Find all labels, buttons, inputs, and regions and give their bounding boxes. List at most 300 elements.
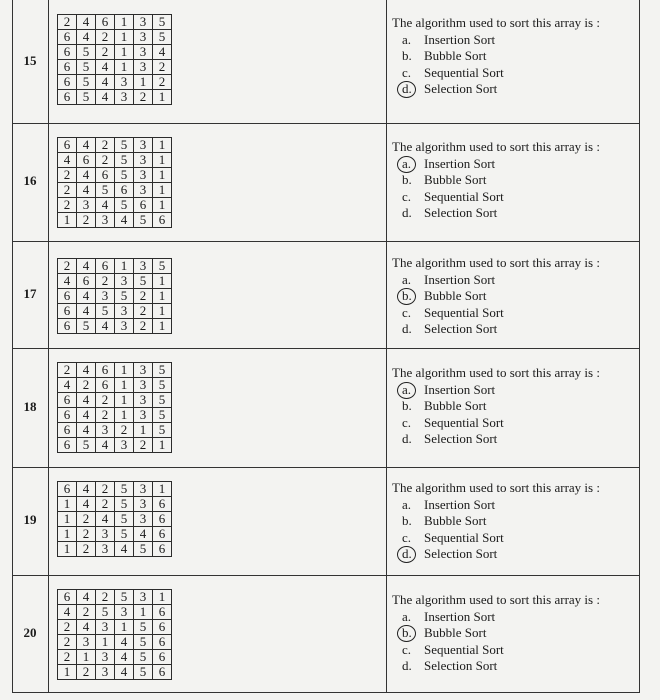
option-letter-text: a. (402, 155, 412, 171)
array-cell: 4 (153, 45, 172, 60)
array-cell: 5 (153, 259, 172, 274)
option-letter (402, 48, 424, 65)
option-letter-text: d. (402, 546, 412, 561)
array-cell: 6 (58, 90, 77, 105)
question-number: 18 (23, 398, 37, 414)
row-divider (12, 467, 640, 468)
selected-answer-circle-icon (397, 546, 416, 563)
array-cell: 1 (115, 259, 134, 274)
array-cell: 2 (58, 363, 77, 378)
option-text: Bubble Sort (424, 172, 487, 187)
option-letter-text: a. (402, 381, 412, 397)
array-cell: 1 (134, 423, 153, 438)
array-cell: 4 (96, 512, 115, 527)
question-prompt: The algorithm used to sort this array is : (392, 365, 600, 380)
array-cell: 2 (77, 605, 96, 620)
array-cell: 3 (77, 635, 96, 650)
array-cell: 5 (96, 605, 115, 620)
array-cell: 5 (153, 15, 172, 30)
option-letter (402, 530, 424, 547)
array-cell: 2 (58, 15, 77, 30)
array-cell: 5 (153, 363, 172, 378)
array-cell: 4 (77, 408, 96, 423)
array-cell: 3 (134, 138, 153, 153)
option-letter (402, 513, 424, 530)
array-cell: 6 (58, 590, 77, 605)
array-cell: 2 (77, 665, 96, 680)
array-grid-row (58, 183, 172, 198)
array-cell: 1 (115, 30, 134, 45)
option-letter-text: b. (402, 398, 412, 413)
option-letter-text: b. (402, 288, 412, 303)
option-letter (402, 305, 424, 322)
answer-column-divider (386, 0, 387, 693)
array-cell: 6 (58, 45, 77, 60)
option-letter-text: c. (402, 188, 412, 204)
array-cell: 5 (134, 542, 153, 557)
option-letter (402, 415, 424, 432)
array-cell: 6 (58, 304, 77, 319)
array-cell: 4 (96, 319, 115, 334)
option-letter-text: c. (402, 414, 412, 430)
array-grid-row (58, 512, 172, 527)
question-block (392, 592, 600, 675)
array-cell: 1 (58, 665, 77, 680)
array-grid (57, 589, 172, 680)
question-number: 16 (23, 173, 37, 188)
array-cell: 5 (115, 482, 134, 497)
question-block (392, 255, 600, 338)
array-cell: 5 (134, 213, 153, 228)
array-grid-row (58, 423, 172, 438)
answer-option[interactable] (392, 513, 600, 530)
array-cell: 6 (134, 198, 153, 213)
array-cell: 4 (77, 590, 96, 605)
array-cell: 2 (77, 527, 96, 542)
array-cell: 6 (153, 665, 172, 680)
option-text: Insertion Sort (424, 381, 496, 397)
row-divider (12, 123, 640, 124)
answer-option[interactable] (392, 189, 600, 206)
array-grid-row (58, 75, 172, 90)
option-text: Bubble Sort (424, 288, 487, 303)
array-cell: 2 (58, 198, 77, 213)
array-cell: 1 (58, 512, 77, 527)
array-cell: 5 (153, 30, 172, 45)
option-letter (402, 382, 424, 399)
array-cell: 6 (58, 319, 77, 334)
array-cell: 2 (58, 635, 77, 650)
array-grid-row (58, 497, 172, 512)
array-grid-row (58, 605, 172, 620)
option-letter-text: a. (402, 608, 412, 624)
option-letter-text: b. (402, 513, 412, 528)
array-cell: 5 (134, 274, 153, 289)
number-column-divider (48, 0, 49, 693)
array-grid-row (58, 259, 172, 274)
array-cell: 1 (153, 482, 172, 497)
array-cell: 1 (115, 15, 134, 30)
answer-option[interactable] (392, 205, 600, 222)
array-cell: 5 (134, 620, 153, 635)
option-text: Insertion Sort (424, 271, 496, 287)
array-cell: 3 (115, 319, 134, 334)
option-text: Sequential Sort (424, 64, 504, 80)
option-text: Sequential Sort (424, 414, 504, 430)
answer-option[interactable] (392, 272, 600, 289)
option-letter-text: b. (402, 625, 412, 640)
array-cell: 5 (153, 408, 172, 423)
array-cell: 3 (134, 482, 153, 497)
array-cell: 2 (58, 620, 77, 635)
array-grid-row (58, 438, 172, 453)
array-cell: 2 (58, 259, 77, 274)
array-cell: 3 (115, 304, 134, 319)
array-cell: 5 (115, 289, 134, 304)
array-cell: 2 (77, 542, 96, 557)
array-cell: 1 (153, 590, 172, 605)
array-cell: 6 (96, 378, 115, 393)
array-grid-row (58, 542, 172, 557)
option-letter-text: b. (402, 48, 412, 63)
array-cell: 4 (58, 605, 77, 620)
array-grid-row (58, 527, 172, 542)
array-cell: 1 (115, 45, 134, 60)
array-cell: 4 (77, 482, 96, 497)
option-letter-text: c. (402, 304, 412, 320)
array-cell: 4 (77, 183, 96, 198)
option-letter (402, 658, 424, 675)
array-cell: 6 (77, 274, 96, 289)
array-grid-row (58, 363, 172, 378)
array-cell: 1 (96, 635, 115, 650)
array-cell: 4 (134, 527, 153, 542)
row-divider (12, 348, 640, 349)
question-block (392, 480, 600, 563)
option-letter (402, 65, 424, 82)
array-cell: 2 (77, 512, 96, 527)
option-letter-text: a. (402, 31, 412, 47)
array-cell: 2 (96, 274, 115, 289)
array-cell: 4 (58, 378, 77, 393)
array-cell: 4 (77, 497, 96, 512)
array-cell: 6 (153, 620, 172, 635)
option-text: Selection Sort (424, 321, 498, 336)
array-cell: 6 (115, 183, 134, 198)
array-cell: 6 (153, 213, 172, 228)
array-grid-row (58, 635, 172, 650)
option-letter (402, 32, 424, 49)
array-cell: 1 (153, 183, 172, 198)
array-cell: 2 (58, 650, 77, 665)
answer-option[interactable] (392, 156, 600, 173)
question-block (392, 365, 600, 448)
array-cell: 5 (134, 665, 153, 680)
array-cell: 6 (58, 423, 77, 438)
answer-option[interactable] (392, 625, 600, 642)
array-cell: 6 (58, 482, 77, 497)
array-cell: 2 (115, 423, 134, 438)
array-cell: 1 (58, 213, 77, 228)
option-letter-text: a. (402, 271, 412, 287)
array-cell: 3 (134, 60, 153, 75)
array-cell: 4 (77, 138, 96, 153)
option-text: Insertion Sort (424, 608, 496, 624)
question-prompt: The algorithm used to sort this array is : (392, 139, 600, 154)
array-grid-row (58, 378, 172, 393)
array-cell: 5 (77, 90, 96, 105)
array-grid-row (58, 168, 172, 183)
answer-option[interactable] (392, 32, 600, 49)
array-cell: 2 (96, 482, 115, 497)
answer-option[interactable] (392, 321, 600, 338)
selected-answer-circle-icon (397, 382, 416, 399)
answer-option[interactable] (392, 382, 600, 399)
array-cell: 5 (96, 183, 115, 198)
array-cell: 3 (115, 274, 134, 289)
array-cell: 6 (58, 438, 77, 453)
array-cell: 3 (115, 90, 134, 105)
option-text: Bubble Sort (424, 625, 487, 640)
array-cell: 5 (115, 590, 134, 605)
array-grid-row (58, 393, 172, 408)
array-cell: 3 (134, 153, 153, 168)
array-cell: 5 (115, 527, 134, 542)
array-cell: 3 (96, 650, 115, 665)
array-cell: 5 (77, 60, 96, 75)
array-cell: 2 (96, 408, 115, 423)
array-cell: 3 (115, 605, 134, 620)
array-cell: 4 (96, 60, 115, 75)
row-divider (12, 575, 640, 576)
answer-option[interactable] (392, 530, 600, 547)
array-cell: 2 (134, 90, 153, 105)
array-cell: 1 (153, 168, 172, 183)
answer-option[interactable] (392, 305, 600, 322)
question-block (392, 139, 600, 222)
option-letter (402, 172, 424, 189)
array-grid-row (58, 665, 172, 680)
array-cell: 1 (153, 438, 172, 453)
array-grid-row (58, 620, 172, 635)
option-text: Sequential Sort (424, 304, 504, 320)
array-cell: 5 (115, 512, 134, 527)
array-cell: 1 (115, 408, 134, 423)
array-cell: 3 (96, 620, 115, 635)
array-grid-row (58, 45, 172, 60)
array-cell: 3 (96, 423, 115, 438)
option-text: Bubble Sort (424, 513, 487, 528)
question-number: 17 (23, 285, 37, 301)
array-grid (57, 481, 172, 557)
option-letter (402, 156, 424, 173)
array-cell: 5 (96, 304, 115, 319)
answer-option[interactable] (392, 497, 600, 514)
array-cell: 4 (96, 438, 115, 453)
array-grid-row (58, 60, 172, 75)
array-cell: 4 (77, 393, 96, 408)
array-cell: 4 (96, 75, 115, 90)
array-cell: 6 (58, 393, 77, 408)
question-block (392, 15, 600, 98)
answer-option[interactable] (392, 398, 600, 415)
array-cell: 1 (115, 60, 134, 75)
array-cell: 3 (115, 75, 134, 90)
array-cell: 6 (58, 60, 77, 75)
array-cell: 4 (115, 542, 134, 557)
option-text: Selection Sort (424, 205, 498, 220)
answer-option[interactable] (392, 65, 600, 82)
option-letter (402, 189, 424, 206)
option-letter (402, 288, 424, 305)
array-cell: 2 (96, 138, 115, 153)
answer-option[interactable] (392, 431, 600, 448)
question-prompt: The algorithm used to sort this array is : (392, 480, 600, 495)
array-cell: 2 (134, 438, 153, 453)
array-grid-row (58, 304, 172, 319)
array-grid (57, 137, 172, 228)
array-cell: 2 (77, 378, 96, 393)
option-text: Insertion Sort (424, 496, 496, 512)
answer-option[interactable] (392, 546, 600, 563)
array-cell: 3 (96, 289, 115, 304)
option-letter-text: d. (402, 431, 412, 446)
array-cell: 1 (58, 542, 77, 557)
selected-answer-circle-icon (397, 81, 416, 98)
answer-option[interactable] (392, 288, 600, 305)
answer-option[interactable] (392, 609, 600, 626)
selected-answer-circle-icon (397, 288, 416, 305)
array-cell: 3 (134, 512, 153, 527)
array-cell: 4 (115, 635, 134, 650)
array-grid-row (58, 90, 172, 105)
option-text: Sequential Sort (424, 529, 504, 545)
option-letter (402, 431, 424, 448)
array-cell: 2 (96, 30, 115, 45)
array-cell: 1 (58, 497, 77, 512)
array-grid-row (58, 30, 172, 45)
array-cell: 5 (115, 168, 134, 183)
array-cell: 4 (77, 620, 96, 635)
array-cell: 3 (77, 198, 96, 213)
array-cell: 2 (134, 304, 153, 319)
row-divider (12, 241, 640, 242)
array-cell: 4 (58, 153, 77, 168)
selected-answer-circle-icon (397, 625, 416, 642)
array-cell: 5 (115, 138, 134, 153)
array-cell: 5 (77, 319, 96, 334)
answer-option[interactable] (392, 81, 600, 98)
array-cell: 3 (134, 45, 153, 60)
array-grid-row (58, 198, 172, 213)
array-cell: 3 (115, 438, 134, 453)
array-cell: 5 (115, 497, 134, 512)
array-cell: 2 (153, 75, 172, 90)
answer-option[interactable] (392, 658, 600, 675)
array-cell: 4 (96, 90, 115, 105)
array-cell: 3 (134, 183, 153, 198)
option-letter (402, 205, 424, 222)
question-number: 20 (23, 625, 37, 640)
array-cell: 1 (153, 274, 172, 289)
array-grid-row (58, 650, 172, 665)
array-cell: 4 (77, 363, 96, 378)
question-number: 19 (23, 512, 37, 527)
option-letter (402, 497, 424, 514)
selected-answer-circle-icon (397, 156, 416, 173)
array-cell: 5 (77, 438, 96, 453)
array-cell: 5 (153, 423, 172, 438)
array-cell: 6 (153, 650, 172, 665)
answer-option[interactable] (392, 172, 600, 189)
array-cell: 1 (77, 650, 96, 665)
array-cell: 6 (96, 168, 115, 183)
option-text: Selection Sort (424, 81, 498, 96)
answer-option[interactable] (392, 415, 600, 432)
answer-option[interactable] (392, 48, 600, 65)
array-cell: 5 (77, 45, 96, 60)
array-cell: 1 (115, 378, 134, 393)
array-grid-row (58, 274, 172, 289)
option-text: Selection Sort (424, 431, 498, 446)
array-cell: 6 (96, 15, 115, 30)
array-cell: 1 (153, 198, 172, 213)
array-cell: 3 (134, 393, 153, 408)
array-cell: 2 (96, 497, 115, 512)
array-cell: 5 (115, 153, 134, 168)
array-cell: 2 (153, 60, 172, 75)
array-cell: 3 (134, 15, 153, 30)
array-cell: 4 (77, 168, 96, 183)
array-grid-row (58, 482, 172, 497)
option-letter-text: d. (402, 321, 412, 336)
array-cell: 3 (134, 363, 153, 378)
array-cell: 2 (96, 153, 115, 168)
array-cell: 4 (115, 213, 134, 228)
array-cell: 2 (134, 319, 153, 334)
answer-option[interactable] (392, 642, 600, 659)
question-prompt: The algorithm used to sort this array is : (392, 255, 600, 270)
option-letter (402, 609, 424, 626)
option-letter-text: d. (402, 658, 412, 673)
array-cell: 4 (77, 423, 96, 438)
array-cell: 6 (153, 512, 172, 527)
array-cell: 3 (134, 30, 153, 45)
array-cell: 6 (96, 363, 115, 378)
option-letter (402, 272, 424, 289)
array-cell: 4 (115, 665, 134, 680)
array-cell: 2 (134, 289, 153, 304)
array-cell: 5 (153, 378, 172, 393)
option-letter (402, 625, 424, 642)
array-cell: 1 (153, 319, 172, 334)
question-number: 15 (23, 52, 37, 68)
array-grid-row (58, 590, 172, 605)
array-cell: 5 (134, 635, 153, 650)
array-cell: 2 (58, 168, 77, 183)
option-letter-text: c. (402, 64, 412, 80)
array-cell: 1 (58, 527, 77, 542)
array-cell: 5 (134, 650, 153, 665)
array-cell: 1 (153, 138, 172, 153)
array-cell: 2 (96, 45, 115, 60)
array-cell: 4 (96, 198, 115, 213)
array-cell: 1 (153, 304, 172, 319)
array-cell: 6 (153, 635, 172, 650)
array-cell: 6 (58, 75, 77, 90)
array-cell: 3 (134, 259, 153, 274)
option-letter (402, 321, 424, 338)
